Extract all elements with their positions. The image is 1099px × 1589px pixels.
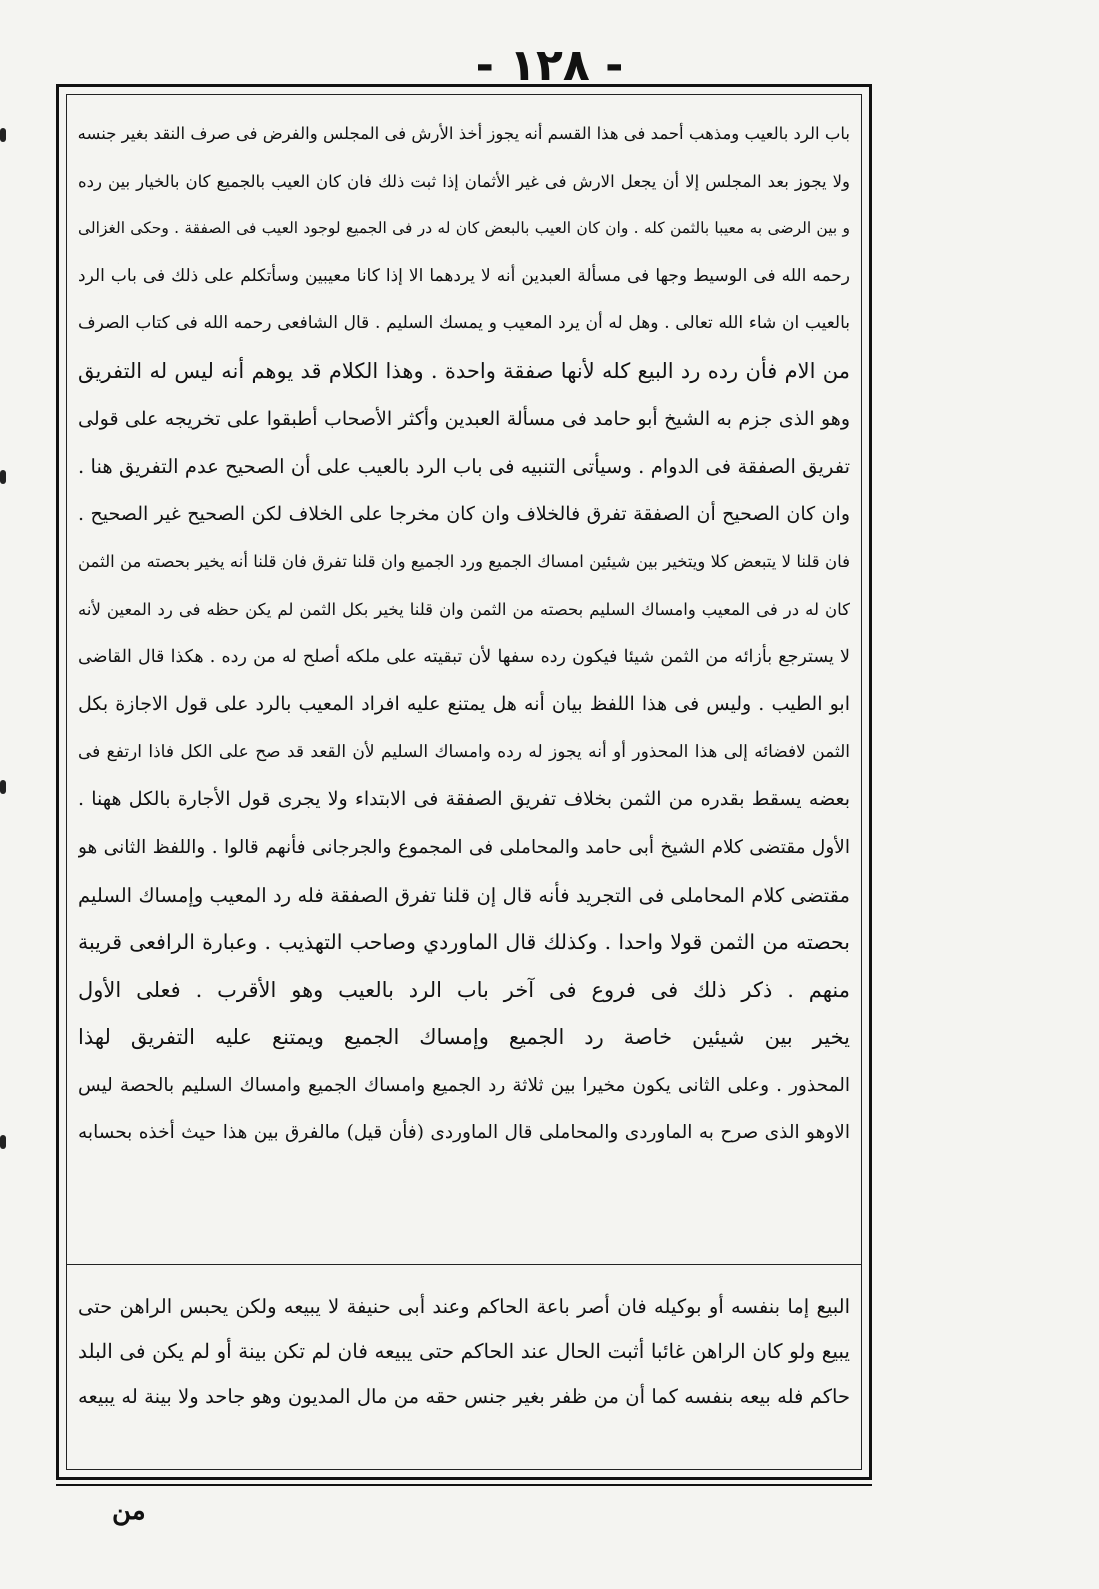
catchword: من — [112, 1496, 146, 1526]
text-line: ابو الطيب . وليس فى هذا اللفظ بيان أنه هل يمتنع عليه افراد المعيب بالرد على قول الاجازة بكل — [78, 693, 850, 716]
text-line: المحذور . وعلى الثانى يكون مخيرا بين ثلاثة رد الجميع وامساك الجميع وامساك السليم بالحصة ليس — [78, 1074, 850, 1096]
text-line: منهم . ذكر ذلك فى فروع فى آخر باب الرد بالعيب وهو الأقرب . فعلى الأول — [78, 977, 850, 1002]
text-line: من الام فأن رده رد البيع كله لأنها صفقة واحدة . وهذا الكلام قد يوهم أنه ليس له التفريق — [78, 358, 850, 383]
text-line: لا يسترجع بأزائه من الثمن شيئا فيكون رده سفها لأن تبقيته على ملكه أصلح له من رده . هكذا قال القاضى — [78, 646, 850, 667]
binding-hole-mark — [0, 1135, 6, 1149]
binding-hole-mark — [0, 470, 6, 484]
text-line: بالعيب ان شاء الله تعالى . وهل له أن يرد المعيب و يمسك السليم . قال الشافعى رحمه الله فى كتاب الصرف — [78, 313, 850, 334]
main-text-block — [78, 110, 850, 1157]
text-line: كان له در فى المعيب وامساك السليم بحصته من الثمن وان قلنا يخير بكل الثمن لم يكن حظه فى رد المعين لأنه — [78, 599, 850, 619]
text-line: بعضه يسقط بقدره من الثمن بخلاف تفريق الصفقة فى الابتداء ولا يجرى قول الأجارة بالكل ههنا . — [78, 788, 850, 811]
page-number: - ١٢٨ - — [475, 40, 624, 91]
footnote-line: حاكم فله بيعه بنفسه كما أن من ظفر بغير جنس حقه من مال المديون وهو جاحد ولا بينة له يبيعه — [78, 1385, 850, 1408]
text-line: باب الرد بالعيب ومذهب أحمد فى هذا القسم أنه يجوز أخذ الأرش فى المجلس والفرض فى صرف النقد بغير جنسه — [78, 124, 850, 143]
text-line: ولا يجوز بعد المجلس إلا أن يجعل الارش فى غير الأثمان إذا ثبت ذلك فان كان العيب بالجميع كان بالخيار بين رده — [78, 171, 850, 191]
text-line: مقتضى كلام المحاملى فى التجريد فأنه قال إن قلنا تفرق الصفقة فله رد المعيب وإمساك السليم — [78, 883, 850, 907]
text-line: وان كان الصحيح أن الصفقة تفرق فالخلاف وان كان مخرجا على الخلاف لكن الصحيح غير الصحيح . — [78, 502, 850, 525]
bottom-rule — [56, 1484, 872, 1486]
text-line: رحمه الله فى الوسيط وجها فى مسألة العبدين أنه لا يردهما الا إذا كانا معيبين وسأتكلم على ذلك فى باب الرد — [78, 265, 850, 286]
footnote-line: يبيع ولو كان الراهن غائبا أثبت الحال عند الحاكم حتى يبيعه فان لم تكن بينة أو لم يكن فى البلد — [78, 1339, 850, 1363]
footnote-block — [78, 1284, 850, 1419]
text-line: الثمن لافضائه إلى هذا المحذور أو أنه يجوز له رده وامساك السليم لأن القعد قد صح على الكل فاذا ارتفع فى — [78, 741, 850, 762]
text-line: بحصته من الثمن قولا واحدا . وكذلك قال الماوردي وصاحب التهذيب . وعبارة الرافعى قريبة — [78, 930, 850, 955]
footnote-divider — [66, 1264, 862, 1265]
text-line: و بين الرضى به معيبا بالثمن كله . وان كان العيب بالبعض كان له در فى الجميع لوجود العيب فى الصفقة . وحكى الغزالى — [78, 219, 850, 238]
text-line: فان قلنا لا يتبعض كلا ويتخير بين شيئين امساك الجميع ورد الجميع وان قلنا تفرق فان قلنا أنه يخير بحصته من الثمن — [78, 552, 850, 572]
binding-hole-mark — [0, 780, 6, 794]
text-line: وهو الذى جزم به الشيخ أبو حامد فى مسألة العبدين وأكثر الأصحاب أطبقوا على تخريجه على قولى — [78, 407, 850, 430]
footnote-line: البيع إما بنفسه أو بوكيله فان أصر باعة الحاكم وعند أبى حنيفة لا يبيعه ولكن يحبس الراهن حتى — [78, 1295, 850, 1318]
binding-hole-mark — [0, 128, 6, 142]
text-line: الاوهو الذى صرح به الماوردى والمحاملى قال الماوردى (فأن قيل) مالفرق بين هذا حيث أخذه بحسابه — [78, 1122, 850, 1144]
text-line: الأول مقتضى كلام الشيخ أبى حامد والمحاملى فى المجموع والجرجانى فأنهم قالوا . واللفظ الثانى هو — [78, 836, 850, 858]
text-line: يخير بين شيئين خاصة رد الجميع وإمساك الجميع ويمتنع عليه التفريق لهذا — [78, 1025, 850, 1050]
text-line: تفريق الصفقة فى الدوام . وسيأتى التنبيه فى باب الرد بالعيب على أن الصحيح عدم التفريق هنا . — [78, 455, 850, 479]
